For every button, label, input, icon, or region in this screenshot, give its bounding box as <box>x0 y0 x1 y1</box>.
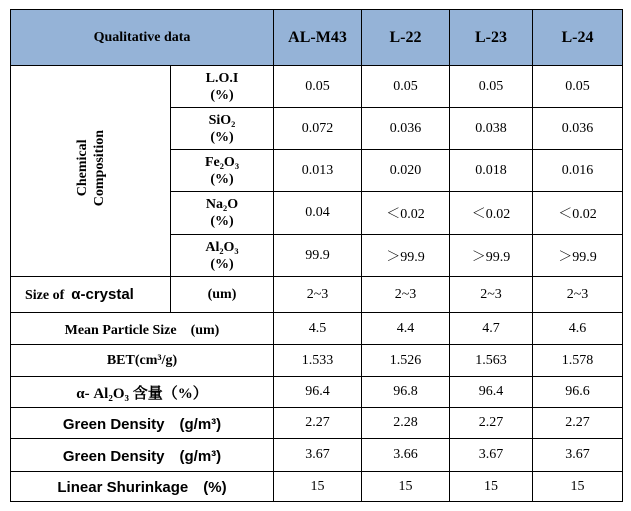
component-unit: (%) <box>210 256 234 272</box>
green-density-label: Green Density (g/m³) <box>11 439 274 472</box>
column-header-l-24: L-24 <box>533 10 623 66</box>
column-header-l-23: L-23 <box>450 10 533 66</box>
value-cell: 2~3 <box>362 277 450 313</box>
component-name-cell <box>171 108 274 150</box>
chemical-composition-label: Chemical Composition <box>11 66 171 277</box>
alpha-content-label: α- Al₂O₃ 含量（%） <box>11 377 274 408</box>
value-cell: ＜0.02 <box>450 192 533 235</box>
value-cell: 0.038 <box>450 108 533 150</box>
component-name: Fe₂O₃ <box>204 154 240 170</box>
table-row <box>11 345 623 377</box>
table-row <box>11 313 623 345</box>
value-cell: 4.6 <box>533 313 623 345</box>
value-cell: 0.018 <box>450 150 533 192</box>
value-cell: 0.05 <box>533 66 623 108</box>
mean-particle-size-label: Mean Particle Size (um) <box>11 313 274 345</box>
value-cell: ＞99.9 <box>362 235 450 277</box>
value-cell: 2.28 <box>362 408 450 439</box>
value-cell: ＜0.02 <box>533 192 623 235</box>
crystal-size-unit: (um) <box>171 277 274 313</box>
value-cell: 1.563 <box>450 345 533 377</box>
value-cell: 3.66 <box>362 439 450 472</box>
value-cell: 0.072 <box>274 108 362 150</box>
value-cell: 0.05 <box>274 66 362 108</box>
value-cell: ＞99.9 <box>450 235 533 277</box>
value-cell: 15 <box>362 472 450 502</box>
qualitative-data-header: Qualitative data <box>11 10 274 66</box>
value-cell: ＜0.02 <box>362 192 450 235</box>
value-cell: ＞99.9 <box>533 235 623 277</box>
value-cell: 0.036 <box>362 108 450 150</box>
header-row <box>11 10 623 66</box>
value-cell: 15 <box>450 472 533 502</box>
value-cell: 96.4 <box>450 377 533 408</box>
value-cell: 1.578 <box>533 345 623 377</box>
value-cell: 4.4 <box>362 313 450 345</box>
value-cell: 2~3 <box>274 277 362 313</box>
table-row <box>11 472 623 502</box>
value-cell: 96.4 <box>274 377 362 408</box>
component-unit: (%) <box>210 214 234 229</box>
value-cell: 0.020 <box>362 150 450 192</box>
value-cell: 0.036 <box>533 108 623 150</box>
bet-label: BET(cm³/g) <box>11 345 274 377</box>
value-cell: 96.8 <box>362 377 450 408</box>
value-cell: 96.6 <box>533 377 623 408</box>
value-cell: 4.5 <box>274 313 362 345</box>
value-cell: 15 <box>274 472 362 502</box>
component-name-cell <box>171 192 274 235</box>
column-header-l-22: L-22 <box>362 10 450 66</box>
component-unit: (%) <box>210 129 234 145</box>
value-cell: 1.526 <box>362 345 450 377</box>
green-density-label: Green Density (g/m³) <box>11 408 274 439</box>
value-cell: 0.016 <box>533 150 623 192</box>
component-name: Na₂O <box>205 197 239 212</box>
table-row <box>11 439 623 472</box>
value-cell: 2~3 <box>450 277 533 313</box>
value-cell: 0.05 <box>362 66 450 108</box>
component-name-cell <box>171 150 274 192</box>
component-name: L.O.I <box>205 70 239 86</box>
value-cell: 0.013 <box>274 150 362 192</box>
qualitative-data-table <box>10 9 623 502</box>
table-row <box>11 66 623 108</box>
value-cell: 2.27 <box>274 408 362 439</box>
component-name: Al₂O₃ <box>205 239 239 255</box>
component-name-cell <box>171 66 274 108</box>
value-cell: 0.05 <box>450 66 533 108</box>
value-cell: 4.7 <box>450 313 533 345</box>
crystal-size-label <box>11 277 171 313</box>
component-unit: (%) <box>210 171 234 187</box>
crystal-size-label-a: Size of <box>25 287 65 303</box>
value-cell: 0.04 <box>274 192 362 235</box>
table-row <box>11 277 623 313</box>
value-cell: 99.9 <box>274 235 362 277</box>
value-cell: 15 <box>533 472 623 502</box>
linear-shrinkage-label: Linear Shurinkage (%) <box>11 472 274 502</box>
column-header-al-m43: AL-M43 <box>274 10 362 66</box>
component-unit: (%) <box>210 87 234 103</box>
table-row <box>11 377 623 408</box>
value-cell: 3.67 <box>450 439 533 472</box>
value-cell: 2~3 <box>533 277 623 313</box>
value-cell: 1.533 <box>274 345 362 377</box>
table-row <box>11 408 623 439</box>
component-name: SiO₂ <box>208 112 236 128</box>
value-cell: 2.27 <box>533 408 623 439</box>
value-cell: 2.27 <box>450 408 533 439</box>
value-cell: 3.67 <box>533 439 623 472</box>
component-name-cell <box>171 235 274 277</box>
value-cell: 3.67 <box>274 439 362 472</box>
crystal-size-label-b: α-crystal <box>71 285 134 303</box>
